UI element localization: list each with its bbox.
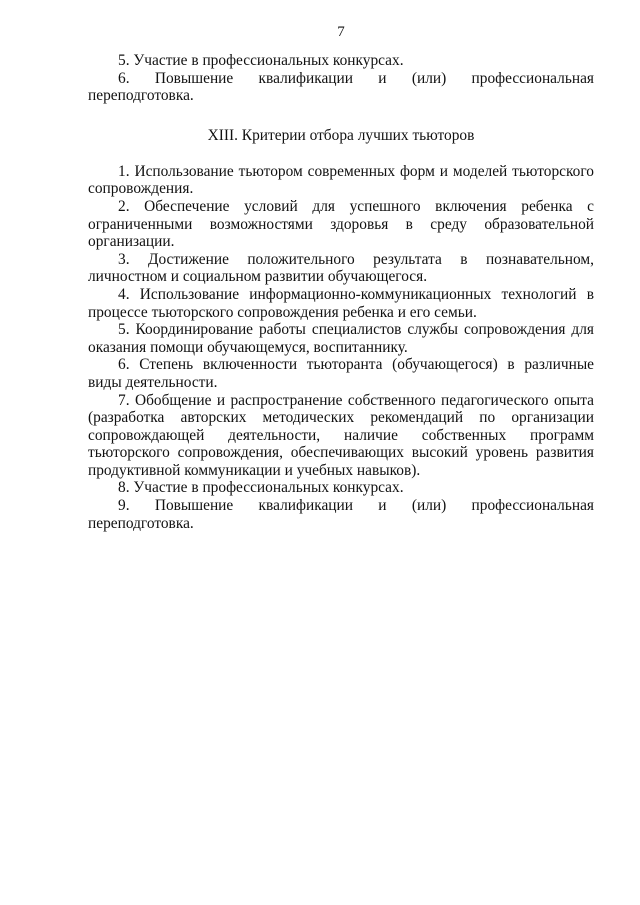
criteria-item-5: 5. Координирование работы специалистов службы сопровождения для оказания помощи обучающемуся, воспитаннику. <box>88 321 594 356</box>
criteria-list <box>88 163 594 532</box>
criteria-item-9: 9. Повышение квалификации и (или) профессиональная переподготовка. <box>88 497 594 532</box>
criteria-item-6: 6. Степень включенности тьюторанта (обучающегося) в различные виды деятельности. <box>88 356 594 391</box>
criteria-item-1: 1. Использование тьютором современных форм и моделей тьюторского сопровождения. <box>88 162 594 198</box>
criteria-item-2: 2. Обеспечение условий для успешного включения ребенка с ограниченными возможностями здоровья в среду образовательной организации. <box>88 197 594 251</box>
pre-items-list <box>88 52 594 105</box>
section-heading: XIII. Критерии отбора лучших тьюторов <box>207 126 475 144</box>
list-item: 6. Повышение квалификации и (или) профессиональная переподготовка. <box>88 69 594 105</box>
list-item: 5. Участие в профессиональных конкурсах. <box>118 52 404 69</box>
criteria-item-4: 4. Использование информационно-коммуникационных технологий в процессе тьюторского сопровождения ребенка и его семьи. <box>88 285 594 321</box>
criteria-item-8: 8. Участие в профессиональных конкурсах. <box>118 479 404 497</box>
document-page <box>88 0 594 532</box>
criteria-item-7: 7. Обобщение и распространение собственного педагогического опыта (разработка авторских методических рекомендаций по организации сопровождающей деятельности, наличие собственных программ тьюторского сопровождения, обеспечивающих высокий уровень развития продуктивной коммуникации и учебных навыков). <box>88 391 594 479</box>
page-number: 7 <box>337 24 345 40</box>
criteria-item-3: 3. Достижение положительного результата в познавательном, личностном и социальном развитии обучающегося. <box>88 250 594 286</box>
